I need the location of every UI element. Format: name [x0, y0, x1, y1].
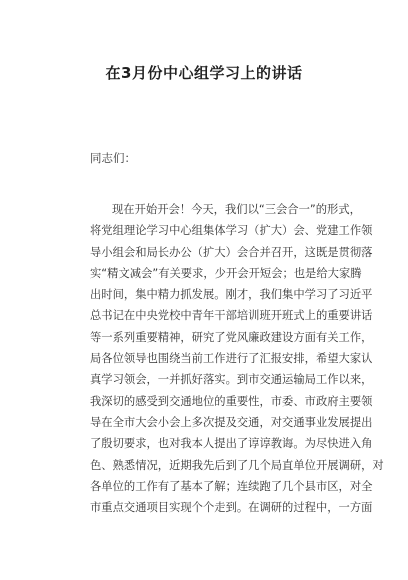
body-line: 色、熟悉情况，近期我先后到了几个局直单位开展调研，对 — [90, 458, 384, 472]
document-title: 在3月份中心组学习上的讲话 — [105, 64, 303, 82]
body-line: 将党组理论学习中心组集体学习（扩大）会、党建工作领 — [90, 224, 373, 238]
body-line: 各单位的工作有了基本了解；连续跑了几个县市区，对全 — [90, 479, 373, 493]
body-line: 导在全市大会小会上多次提及交通，对交通事业发展提出 — [90, 415, 373, 429]
body-line: 我深切的感受到交通地位的重要性，市委、市政府主要领 — [90, 394, 373, 408]
body-line: 导小组会和局长办公（扩大）会合并召开，这既是贯彻落 — [90, 245, 373, 259]
body-line: 市重点交通项目实现个个走到。在调研的过程中，一方面 — [90, 501, 373, 515]
body-line: 真学习领会，一并抓好落实。到市交通运输局工作以来， — [90, 373, 373, 387]
body-line: 等一系列重要精神，研究了党风廉政建设方面有关工作， — [90, 330, 373, 344]
body-line: 现在开始开会！今天，我们以“三会合一”的形式， — [112, 203, 361, 216]
body-line: 实“精文减会”有关要求，少开会开短会；也是给大家腾 — [90, 266, 362, 280]
body-line: 总书记在中央党校中青年干部培训班开班式上的重要讲话 — [90, 309, 373, 323]
salutation: 同志们： — [90, 151, 136, 165]
body-line: 了殷切要求，也对我本人提出了谆谆教诲。为尽快进入角 — [90, 437, 373, 451]
body-line: 出时间，集中精力抓发展。刚才，我们集中学习了习近平 — [90, 288, 373, 302]
body-line: 局各位领导也围绕当前工作进行了汇报安排，希望大家认 — [90, 352, 373, 366]
speech-body — [90, 199, 384, 518]
